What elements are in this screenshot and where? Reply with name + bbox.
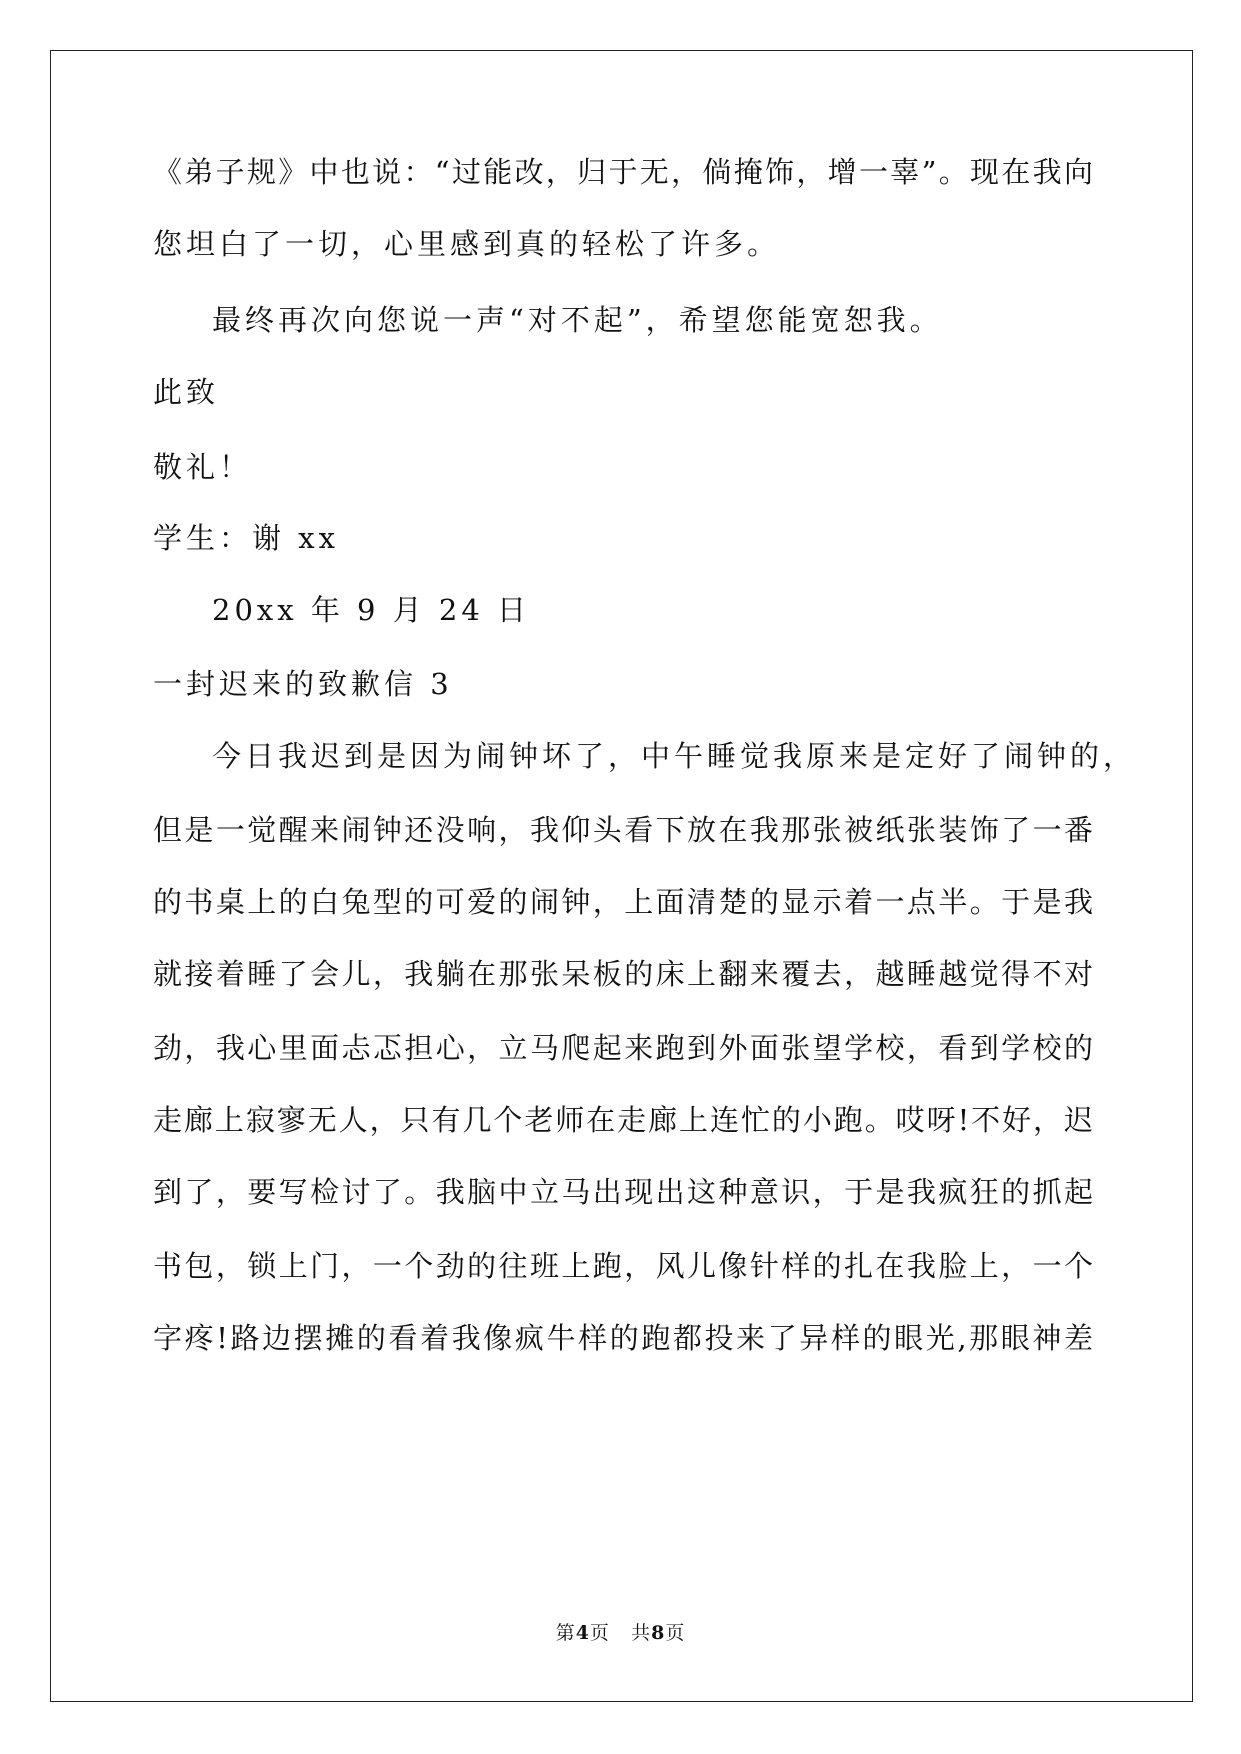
footer-total-suffix: 页 xyxy=(665,1622,686,1644)
footer-prefix: 第 xyxy=(555,1622,576,1644)
footer-page-suffix: 页 xyxy=(589,1622,610,1644)
signature: 学生：谢 xx xyxy=(153,521,339,555)
text-line-16: 书包，锁上门，一个劲的往班上跑，风儿像针样的扎在我脸上，一个 xyxy=(153,1249,1093,1283)
text-line-17: 字疼!路边摆摊的看着我像疯牛样的跑都投来了异样的眼光,那眼神差 xyxy=(153,1321,1093,1355)
closing-regards: 敬礼！ xyxy=(153,450,253,484)
text-line-9: 今日我迟到是因为闹钟坏了，中午睡觉我原来是定好了闹钟的， xyxy=(212,739,1137,773)
page-footer xyxy=(0,1620,1241,1646)
text-line-2: 您坦白了一切，心里感到真的轻松了许多。 xyxy=(153,227,781,261)
footer-total-pages: 8 xyxy=(651,1622,666,1644)
text-line-14: 走廊上寂寥无人，只有几个老师在走廊上连忙的小跑。哎呀!不好，迟 xyxy=(153,1103,1093,1137)
footer-page-number: 4 xyxy=(575,1622,590,1644)
section-title: 一封迟来的致歉信 3 xyxy=(153,667,453,701)
text-line-12: 就接着睡了会儿，我躺在那张呆板的床上翻来覆去，越睡越觉得不对 xyxy=(153,957,1093,991)
closing-salutation: 此致 xyxy=(153,375,220,409)
text-line-15: 到了，要写检讨了。我脑中立马出现出这种意识，于是我疯狂的抓起 xyxy=(153,1175,1093,1209)
text-line-11: 的书桌上的白兔型的可爱的闹钟，上面清楚的显示着一点半。于是我 xyxy=(153,885,1093,919)
date-line: 20xx 年 9 月 24 日 xyxy=(212,593,531,627)
text-line-13: 劲，我心里面忐忑担心，立马爬起来跑到外面张望学校，看到学校的 xyxy=(153,1031,1093,1065)
footer-total-prefix: 共 xyxy=(631,1622,652,1644)
page-border xyxy=(50,50,1193,1702)
text-line-3: 最终再次向您说一声“对不起”，希望您能宽恕我。 xyxy=(212,303,943,337)
text-line-10: 但是一觉醒来闹钟还没响，我仰头看下放在我那张被纸张装饰了一番 xyxy=(153,813,1093,847)
text-line-1: 《弟子规》中也说：“过能改，归于无，倘掩饰，增一辜”。现在我向 xyxy=(153,155,1093,189)
